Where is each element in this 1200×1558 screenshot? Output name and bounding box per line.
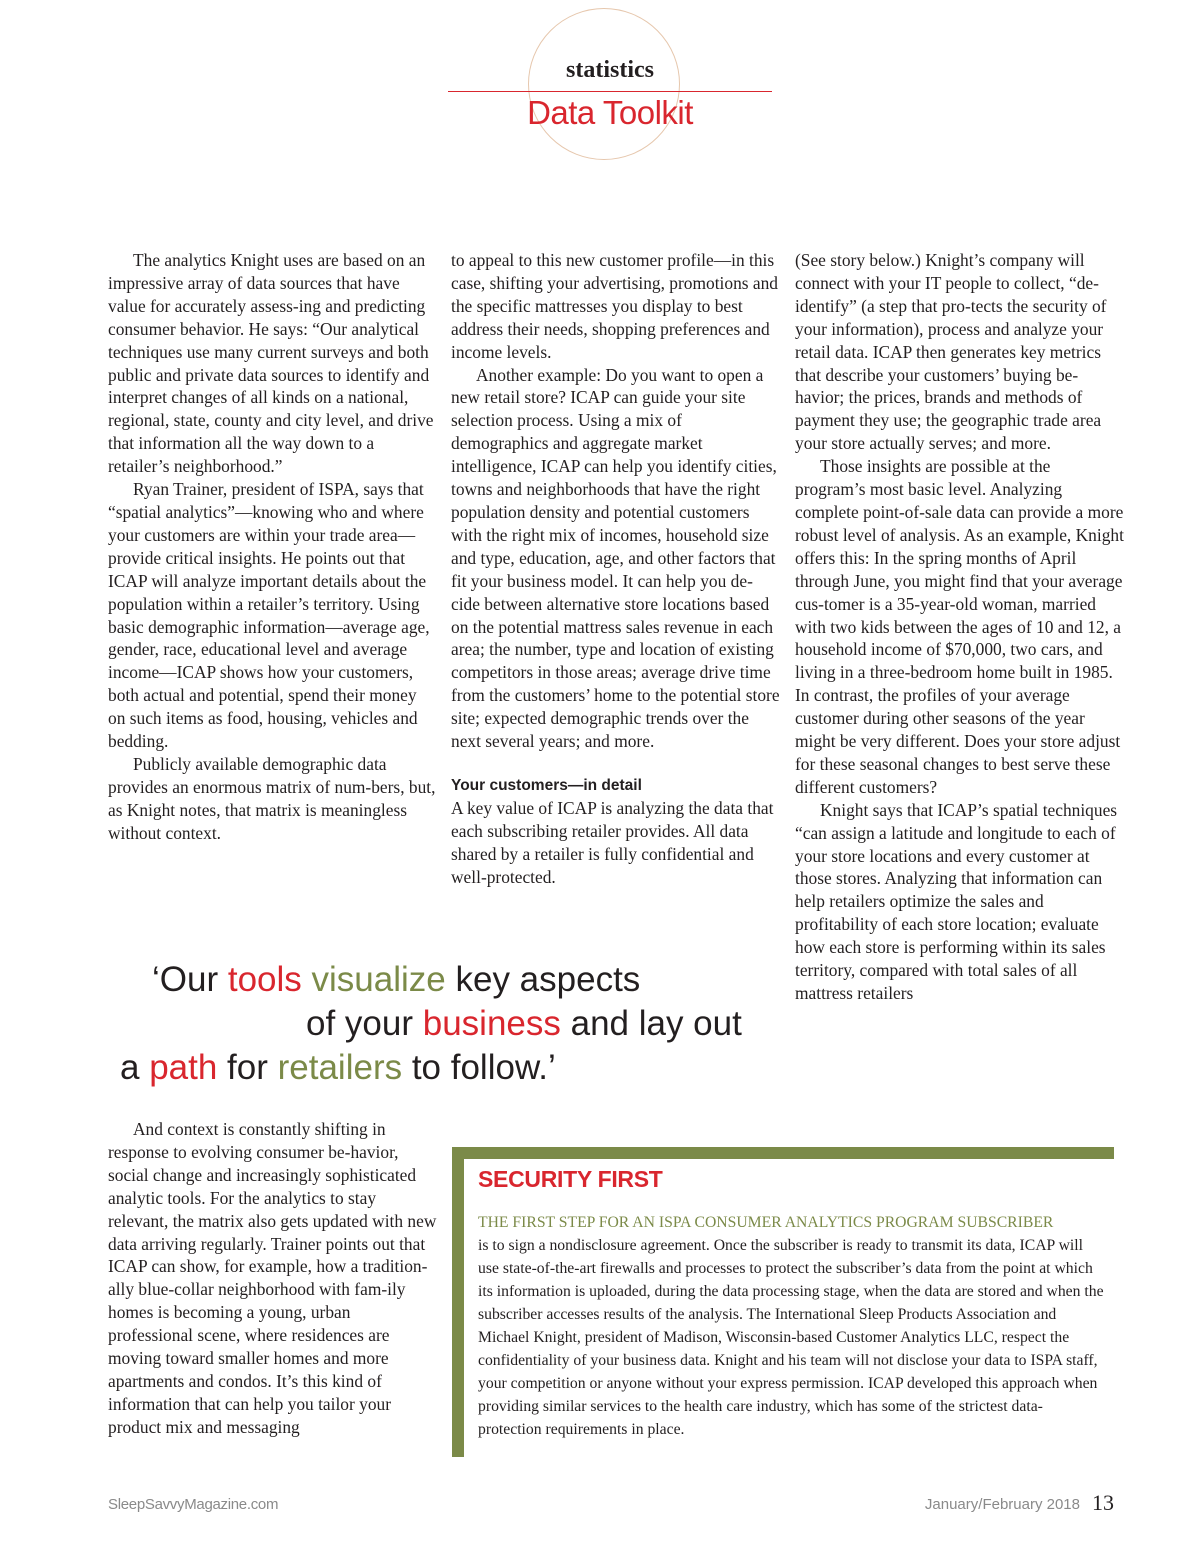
paragraph: A key value of ICAP is analyzing the data that each subscribing retailer provides. All data shared by a retailer is fully confidential and well-protected. xyxy=(451,797,774,887)
header-rule xyxy=(448,91,772,92)
paragraph: to appeal to this new customer profile—in this case, shifting your advertising, promotions and the specific mattresses you display to best address their needs, shopping preferences and income levels. xyxy=(451,250,778,362)
quote-highlight: visualize xyxy=(311,960,446,999)
sidebar-top-bar xyxy=(452,1147,1114,1159)
section-label: statistics xyxy=(566,57,654,83)
pull-quote-line-2 xyxy=(306,1002,742,1046)
quote-highlight: business xyxy=(422,1004,561,1043)
paragraph: Ryan Trainer, president of ISPA, says that “spatial analytics”—knowing who and where your customers are within your trade area—provide critical insights. He points out that ICAP will analyze important details about the population within a retailer’s territory. Using basic demographic information—average age, gender, race, educational level and average income—ICAP shows how your customers, both actual and potential, spend their money on such items as food, housing, vehicles and bedding. xyxy=(108,479,430,752)
sidebar-body: is to sign a nondisclosure agreement. Once the subscriber is ready to transmit its data, ICAP will use state-of-the-art firewalls and processes to protect the subscriber’s data from the point at which its information is uploaded, during the data processing stage, when the data are stored and when the subscriber accesses results of the analysis. The International Sleep Products Association and Michael Knight, president of Madison, Wisconsin-based Customer Analytics LLC, respect the confidentiality of your business data. Knight and his team will not disclose your data to ISPA staff, your competition or anyone without your express permission. ICAP developed this approach when providing similar services to the health care industry, which has some of the strictest data-protection requirements in place. xyxy=(478,1237,1104,1438)
page-number: 13 xyxy=(1092,1490,1114,1515)
footer-issue: January/February 2018 xyxy=(924,1496,1080,1513)
paragraph: (See story below.) Knight’s company will connect with your IT people to collect, “de-identify” (a step that pro-tects the security of your information), process and analyze your retail data. ICAP then generates key metrics that describe your customers’ buying be-havior; the prices, brands and methods of payment they use; the geographic trade area your store actually serves; and more. xyxy=(795,250,1107,454)
paragraph: Knight says that ICAP’s spatial techniques “can assign a latitude and longitude to each of your store locations and every customer at those stores. Analyzing that information can help retailers optimize the sales and profitability of each store location; evaluate how each store is performing within its sales territory, compared with total sales of all mattress retailers xyxy=(795,799,1118,1003)
header-circle-ornament xyxy=(528,8,680,160)
sidebar-left-bar xyxy=(452,1147,464,1457)
pull-quote-line-3 xyxy=(120,1046,556,1090)
quote-text: to follow.’ xyxy=(402,1048,556,1087)
quote-text: key aspects xyxy=(445,960,641,999)
subheading: Your customers—in detail xyxy=(451,776,642,794)
quote-text: ‘Our xyxy=(152,960,228,999)
article-column-3 xyxy=(795,249,1125,1005)
paragraph: Another example: Do you want to open a new retail store? ICAP can guide your site selection process. Using a mix of demographics and aggregate market intelligence, ICAP can help you identify cities, towns and neighborhoods that have the right population density and potential customers with the right mix of incomes, household size and type, education, age, and other factors that fit your business model. It can help you de-cide between alternative store locations based on the potential mattress sales revenue in each area; the number, type and location of existing competitors in those areas; average drive time from the customers’ home to the potential store site; expected demographic trends over the next several years; and more. xyxy=(451,364,780,752)
paragraph: Those insights are possible at the program’s most basic level. Analyzing complete point-of-sale data can provide a more robust level of analysis. As an example, Knight offers this: In the spring months of April through June, you might find that your average cus-tomer is a 35-year-old woman, married with two kids between the ages of 10 and 12, a household income of $70,000, two cars, and living in a three-bedroom home built in 1985. In contrast, the profiles of your average customer during other seasons of the year might be very different. Does your store adjust for these seasonal changes to best serve these different customers? xyxy=(795,456,1124,797)
quote-text: a xyxy=(120,1048,150,1087)
sidebar-title: SECURITY FIRST xyxy=(478,1166,663,1192)
quote-highlight: path xyxy=(149,1048,218,1087)
article-column-1 xyxy=(108,249,438,845)
quote-highlight: retailers xyxy=(277,1048,403,1087)
quote-text: and lay out xyxy=(560,1004,742,1043)
paragraph: Publicly available demographic data provides an enormous matrix of num-bers, but, as Knight notes, that matrix is meaningless without context. xyxy=(108,753,436,843)
paragraph: And context is constantly shifting in response to evolving consumer be-havior, social change and increasingly sophisticated analytic tools. For the analytics to stay relevant, the matrix also gets updated with new data arriving regularly. Trainer points out that ICAP can show, for example, how a tradition-ally blue-collar neighborhood with fam-ily homes is becoming a young, urban professional scene, where residences are moving toward smaller homes and more apartments and condos. It’s this kind of information that can help you tailor your product mix and messaging xyxy=(108,1119,437,1437)
footer-website: SleepSavvyMagazine.com xyxy=(108,1496,279,1513)
pull-quote-line-1 xyxy=(152,958,640,1002)
quote-text: for xyxy=(217,1048,278,1087)
quote-highlight: tools xyxy=(227,960,302,999)
article-column-2 xyxy=(451,249,781,889)
article-column-1-continued xyxy=(108,1118,438,1439)
paragraph: The analytics Knight uses are based on an impressive array of data sources that have value for accurately assess-ing and predicting consumer behavior. He says: “Our analytical techniques use many current surveys and both public and private data sources to identify and interpret changes of all kinds on a national, regional, state, county and city level, and drive that information all the way down to a retailer’s neighborhood.” xyxy=(108,250,434,477)
sidebar-lead: THE FIRST STEP FOR AN ISPA CONSUMER ANALYTICS PROGRAM SUBSCRIBER xyxy=(478,1214,1054,1231)
quote-text xyxy=(302,960,312,999)
sidebar-text xyxy=(478,1211,1106,1441)
page-title: Data Toolkit xyxy=(527,94,693,131)
quote-text: of your xyxy=(306,1004,423,1043)
